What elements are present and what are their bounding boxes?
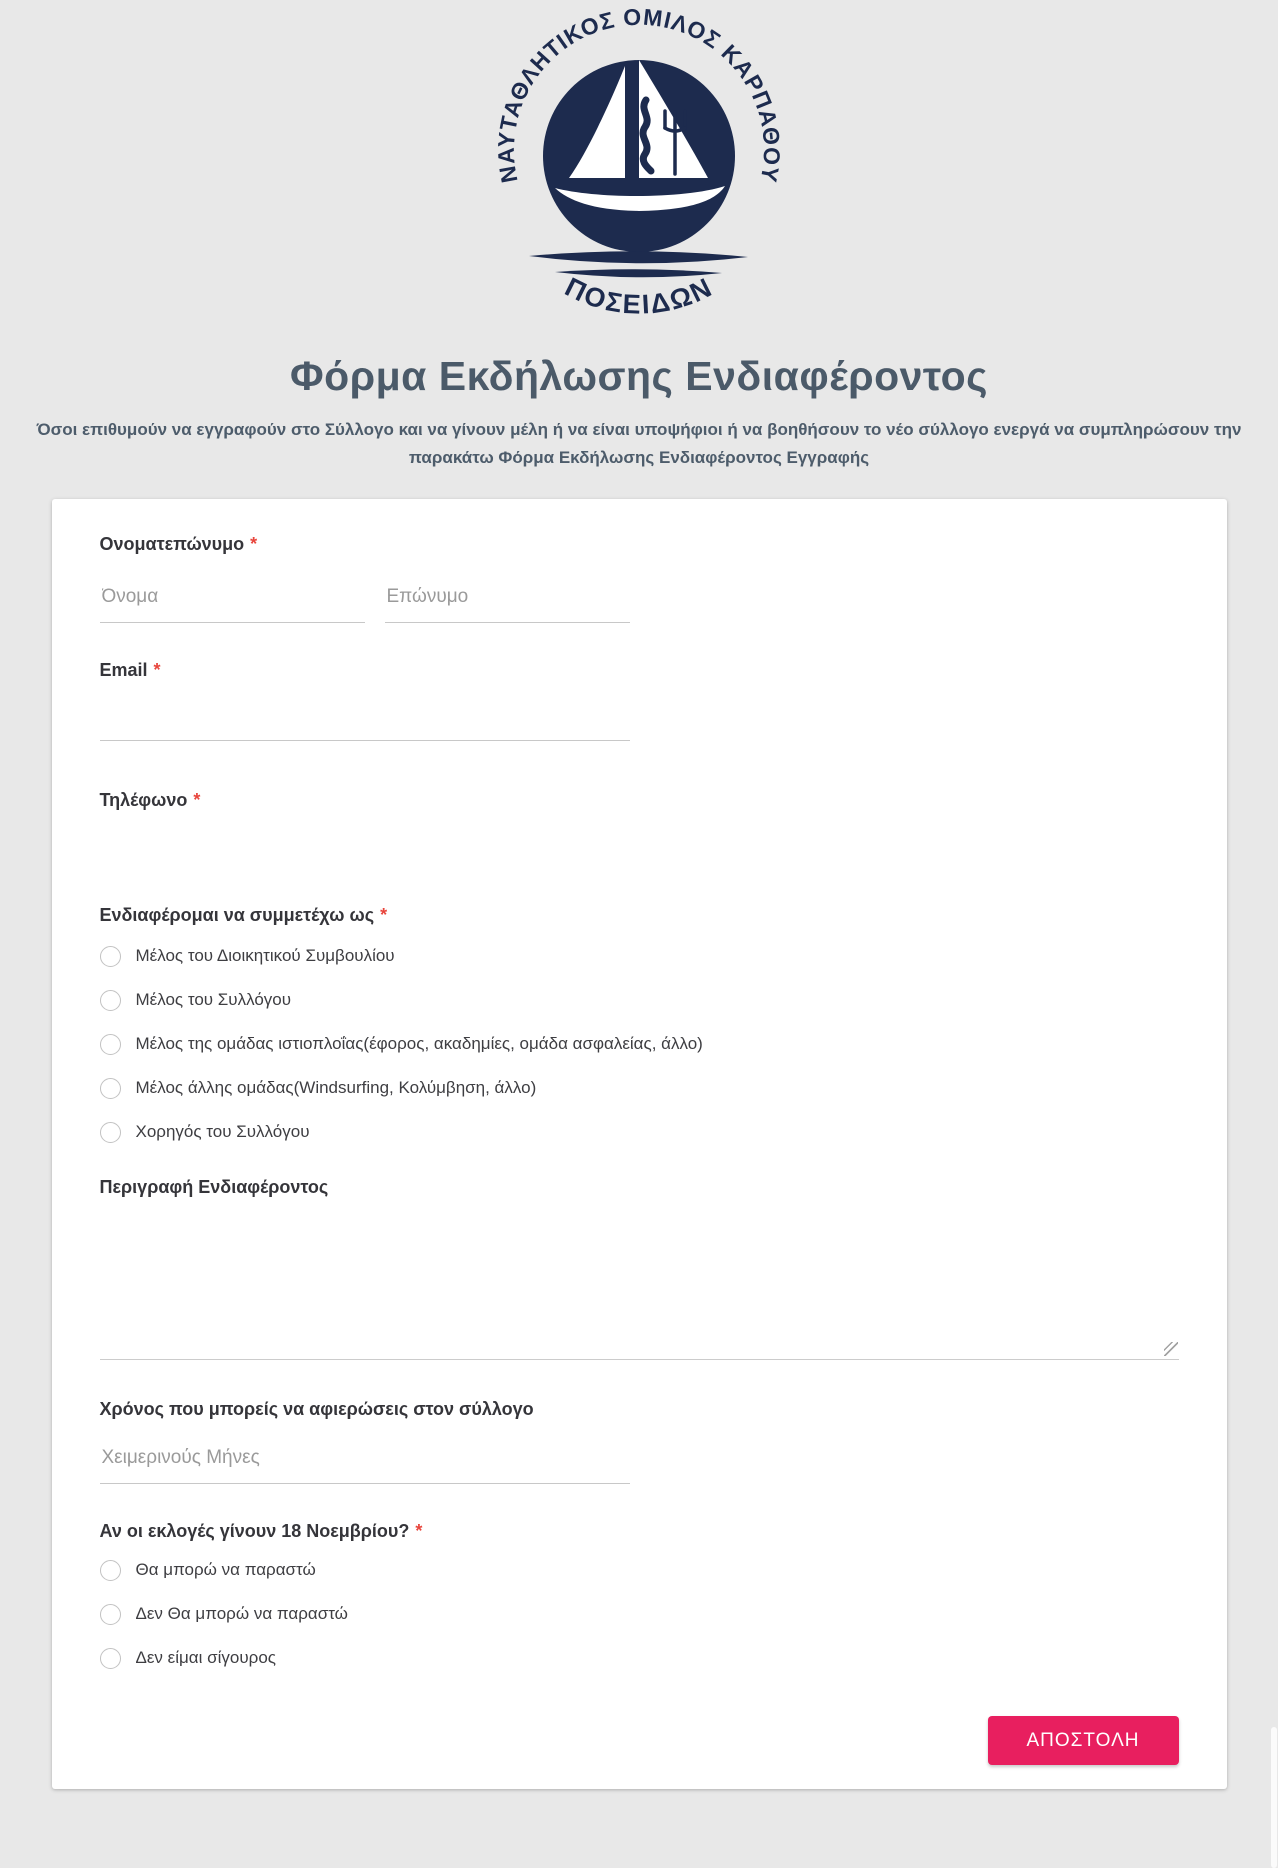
name-inputs-row xyxy=(100,579,1179,623)
radio-circle-icon[interactable] xyxy=(100,1560,121,1581)
time-field-label: Χρόνος που μπορείς να αφιερώσεις στον σύλλογο xyxy=(99,1399,534,1420)
radio-option[interactable]: Δεν Θα μπορώ να παραστώ xyxy=(100,1602,1179,1626)
page-title: Φόρμα Εκδήλωσης Ενδιαφέροντος xyxy=(290,353,988,399)
required-asterisk: * xyxy=(153,660,161,681)
phone-field-label: Τηλέφωνο * xyxy=(99,790,201,811)
form-card xyxy=(52,499,1227,1789)
sailing-club-badge-icon xyxy=(489,8,789,318)
radio-circle-icon[interactable] xyxy=(100,1122,121,1143)
phone-input[interactable] xyxy=(100,819,630,863)
required-asterisk: * xyxy=(193,790,201,811)
radio-circle-icon[interactable] xyxy=(100,1034,121,1055)
description-section xyxy=(100,1176,1179,1360)
textarea-resize-handle-icon[interactable] xyxy=(1164,1342,1178,1356)
last-name-input[interactable] xyxy=(385,579,630,623)
radio-circle-icon[interactable] xyxy=(100,946,121,967)
radio-circle-icon[interactable] xyxy=(100,1648,121,1669)
radio-option[interactable]: Μέλος της ομάδας ιστιοπλοΐας(έφορος, ακαδημίες, ομάδα ασφαλείας, άλλο) xyxy=(100,1032,1179,1056)
time-input[interactable] xyxy=(100,1440,630,1484)
elections-field-label: Αν οι εκλογές γίνουν 18 Νοεμβρίου? * xyxy=(99,1521,423,1542)
scrollbar-thumb[interactable] xyxy=(1271,1727,1277,1868)
time-section xyxy=(100,1398,1179,1484)
logo-arc-bottom-text: ΠΟΣΕΙΔΩΝ xyxy=(560,271,718,318)
required-asterisk: * xyxy=(250,534,258,555)
phone-section xyxy=(100,789,1179,863)
radio-circle-icon[interactable] xyxy=(100,1078,121,1099)
required-asterisk: * xyxy=(380,905,388,926)
name-field-label: Ονοματεπώνυμο * xyxy=(99,534,258,555)
radio-option[interactable]: Χορηγός του Συλλόγου xyxy=(100,1120,1179,1144)
description-textarea-wrap xyxy=(100,1212,1179,1360)
page-subtitle: Όσοι επιθυμούν να εγγραφούν στο Σύλλογο και να γίνουν μέλη ή να είναι υποψήφιοι ή να βοηθήσουν το νέο σύλλογο ενεργά να συμπληρώσουν την παρακάτω Φόρμα Εκδήλωσης Ενδιαφέροντος Εγγραφής xyxy=(36,420,1242,467)
description-textarea[interactable] xyxy=(100,1212,1179,1360)
radio-option[interactable]: Μέλος άλλης ομάδας(Windsurfing, Κολύμβηση, άλλο) xyxy=(100,1076,1179,1100)
radio-option[interactable]: Μέλος του Συλλόγου xyxy=(100,988,1179,1012)
description-field-label: Περιγραφή Ενδιαφέροντος xyxy=(99,1177,329,1198)
radio-circle-icon[interactable] xyxy=(100,990,121,1011)
radio-option[interactable]: Θα μπορώ να παραστώ xyxy=(100,1558,1179,1582)
participate-section xyxy=(100,904,1179,1144)
email-section xyxy=(100,659,1179,741)
participate-field-label: Ενδιαφέρομαι να συμμετέχω ως * xyxy=(99,905,388,926)
required-asterisk: * xyxy=(415,1521,423,1542)
submit-button[interactable]: ΑΠΟΣΤΟΛΗ xyxy=(988,1716,1179,1765)
waves-icon xyxy=(529,251,748,277)
logo-arc-top-text: ΝΑΥΤΑΘΛΗΤΙΚΟΣ ΟΜΙΛΟΣ ΚΑΡΠΑΘΟΥ xyxy=(492,8,786,185)
email-field-label: Email * xyxy=(99,660,161,681)
email-input[interactable] xyxy=(100,697,630,741)
elections-options xyxy=(100,1558,1179,1670)
elections-section xyxy=(100,1520,1179,1670)
club-logo xyxy=(0,0,1278,323)
radio-circle-icon[interactable] xyxy=(100,1604,121,1625)
radio-option[interactable]: Δεν είμαι σίγουρος xyxy=(100,1646,1179,1670)
participate-options xyxy=(100,944,1179,1144)
submit-row xyxy=(100,1716,1179,1765)
first-name-input[interactable] xyxy=(100,579,365,623)
radio-option[interactable]: Μέλος του Διοικητικού Συμβουλίου xyxy=(100,944,1179,968)
